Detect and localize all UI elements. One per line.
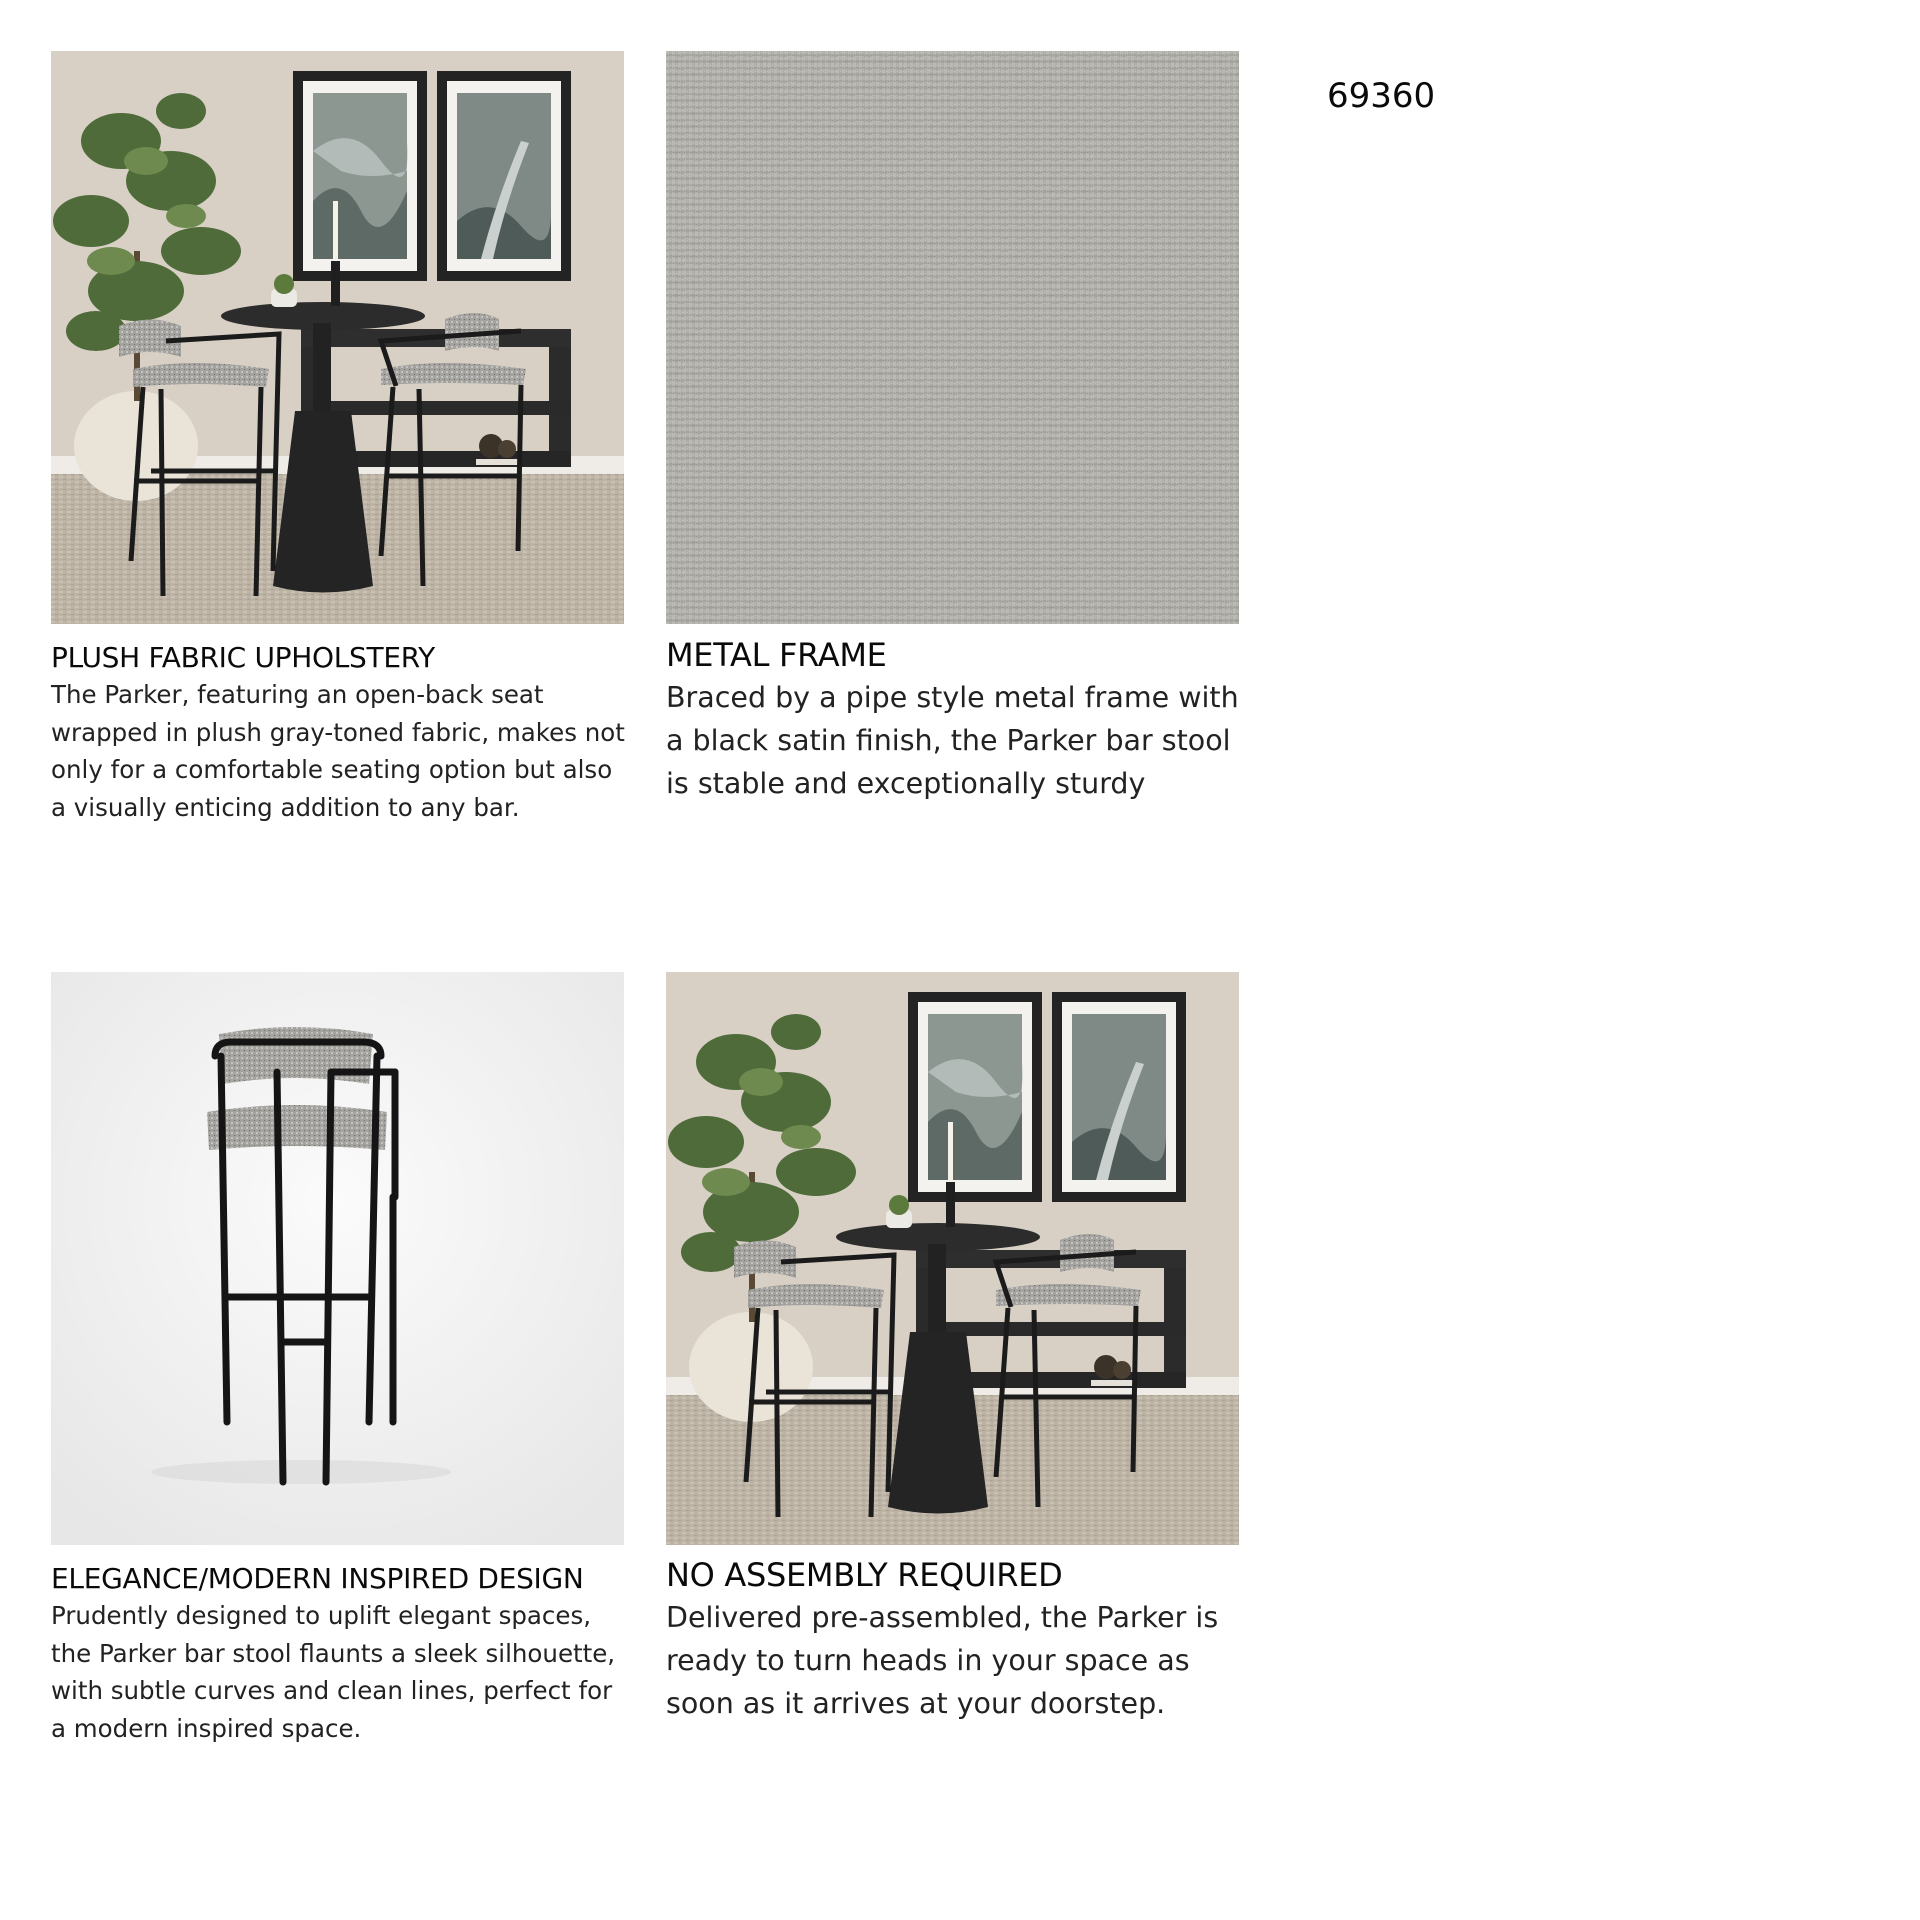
feature-title: ELEGANCE/MODERN INSPIRED DESIGN: [51, 1562, 584, 1595]
feature-image-bar-table-scene-2: [666, 972, 1239, 1545]
feature-description: Prudently designed to uplift elegant spaces, the Parker bar stool flaunts a sleek silhouette, with subtle curves and clean lines, perfect for a modern inspired space.: [51, 1601, 616, 1743]
feature-description: The Parker, featuring an open-back seat wrapped in plush gray-toned fabric, makes not only for a comfortable seating option but also a visually enticing addition to any bar.: [51, 680, 625, 822]
product-sku: 69360: [1327, 76, 1436, 116]
feature-image-stool-back-view: [51, 972, 624, 1545]
feature-description: Delivered pre-assembled, the Parker is ready to turn heads in your space as soon as it arrives at your doorstep.: [666, 1601, 1219, 1720]
feature-image-bar-table-scene: [51, 51, 624, 624]
feature-image-fabric-swatch: [666, 51, 1239, 624]
feature-title: NO ASSEMBLY REQUIRED: [666, 1556, 1063, 1594]
feature-title: PLUSH FABRIC UPHOLSTERY: [51, 641, 435, 674]
feature-title: METAL FRAME: [666, 636, 887, 674]
feature-description: Braced by a pipe style metal frame with a black satin finish, the Parker bar stool is stable and exceptionally sturdy: [666, 681, 1239, 800]
